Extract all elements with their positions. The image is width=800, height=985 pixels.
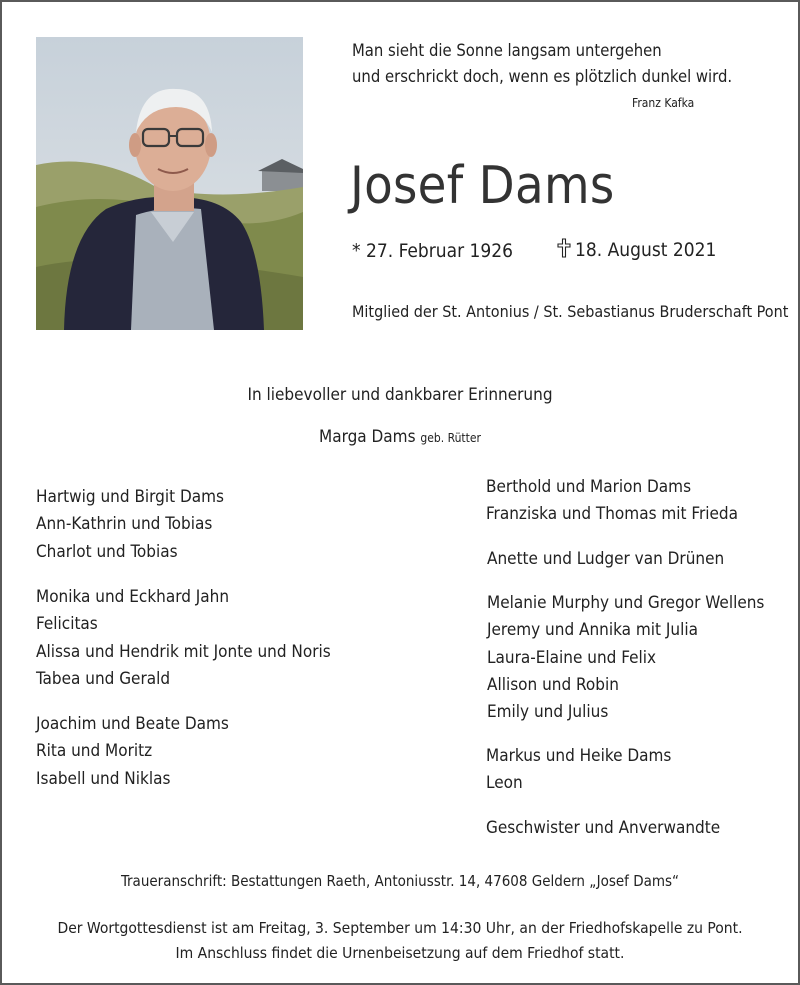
mourner-line: Monika und Eckhard Jahn: [36, 587, 230, 607]
mourner-line: Geschwister und Anverwandte: [486, 818, 721, 838]
mourner-group: [486, 815, 720, 842]
service-info: [0, 916, 800, 965]
widow-line: [0, 427, 800, 447]
membership-line: Mitglied der St. Antonius / St. Sebastianus Bruderschaft Pont: [352, 302, 789, 321]
mourner-line: Felicitas: [36, 614, 98, 635]
mourner-line: Isabell und Niklas: [36, 768, 171, 789]
mourner-group: [36, 484, 224, 566]
mourner-line: Ann-Kathrin und Tobias: [36, 514, 213, 535]
mourner-line: Charlot und Tobias: [36, 541, 178, 562]
death-date: 18. August 2021: [575, 239, 717, 261]
mourner-group: [487, 546, 724, 573]
mourner-line: Markus und Heike Dams: [486, 746, 672, 766]
mourner-line: Berthold und Marion Dams: [486, 477, 692, 497]
mourner-line: Laura-Elaine und Felix: [487, 647, 657, 668]
mourner-line: Emily und Julius: [487, 702, 609, 723]
widow-name: Marga Dams: [319, 427, 416, 447]
widow-maiden-name: geb. Rütter: [420, 431, 481, 445]
mourner-group: [487, 590, 764, 726]
service-line-2: Im Anschluss findet die Urnenbeisetzung auf dem Friedhof statt.: [175, 943, 625, 962]
memory-line: In liebevoller und dankbarer Erinnerung: [247, 385, 553, 405]
kafka-quote: [352, 38, 732, 90]
mourner-line: Rita und Moritz: [36, 741, 153, 762]
mourner-line: Hartwig und Birgit Dams: [36, 487, 224, 507]
mourner-line: Melanie Murphy und Gregor Wellens: [487, 593, 765, 613]
mourner-line: Tabea und Gerald: [36, 668, 171, 689]
cross-icon: [557, 238, 571, 263]
quote-author: Franz Kafka: [632, 96, 695, 110]
mourner-group: [36, 584, 331, 693]
mourner-line: Jeremy und Annika mit Julia: [487, 620, 698, 641]
deceased-name: Josef Dams: [350, 156, 615, 216]
mourner-line: Allison und Robin: [487, 674, 619, 695]
mourner-group: [36, 711, 229, 793]
death-date-row: [557, 238, 716, 263]
mourner-line: Alissa und Hendrik mit Jonte und Noris: [36, 641, 331, 662]
portrait-photo: [36, 37, 303, 330]
quote-line-1: Man sieht die Sonne langsam untergehen: [352, 41, 662, 60]
mourner-line: Anette und Ludger van Drünen: [487, 549, 725, 569]
mourner-line: Joachim und Beate Dams: [36, 714, 229, 734]
mourner-line: Franziska und Thomas mit Frieda: [486, 504, 738, 525]
birth-date: * 27. Februar 1926: [352, 240, 514, 262]
mourner-group: [486, 474, 738, 529]
mourner-group: [486, 743, 671, 798]
mourning-address: Traueranschrift: Bestattungen Raeth, Antoniusstr. 14, 47608 Geldern „Josef Dams“: [120, 872, 680, 890]
service-line-1: Der Wortgottesdienst ist am Freitag, 3. September um 14:30 Uhr, an der Friedhofskapelle zu Pont.: [57, 919, 743, 937]
quote-line-2: und erschrickt doch, wenn es plötzlich dunkel wird.: [352, 67, 733, 86]
mourner-line: Leon: [486, 773, 523, 794]
